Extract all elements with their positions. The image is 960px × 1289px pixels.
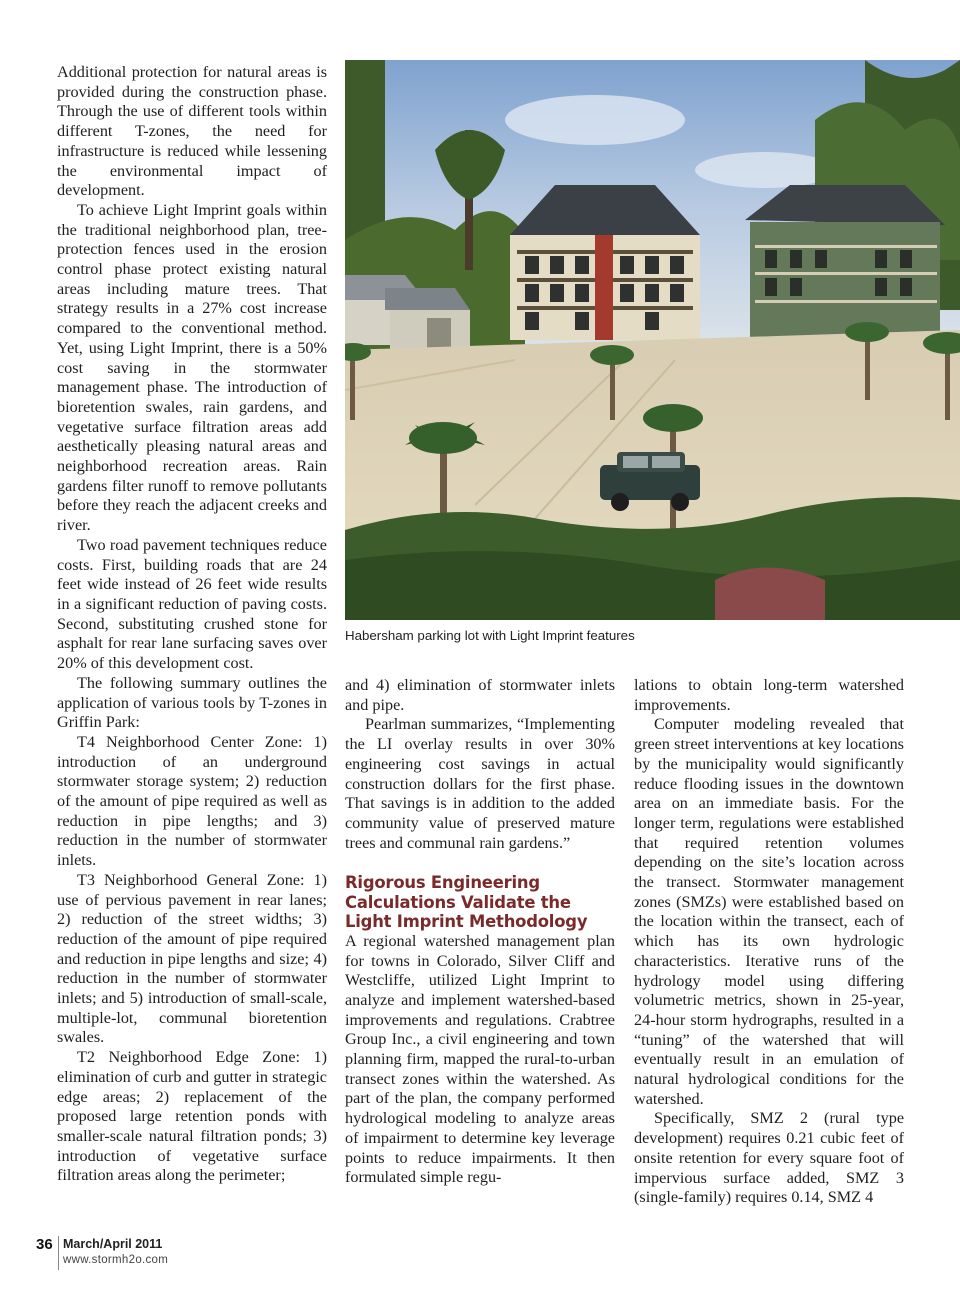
paragraph: To achieve Light Imprint goals within the traditional neighborhood plan, tree-protection fences used in the erosion control phase protect existing natural areas including mature trees. That strategy results in a 27% cost increase compared to the conventional method. Yet, using Light Imprint, there is a 50% cost saving in the stormwater management phase. The introduction of bioretention swales, rain gardens, and vegetative surface filtration areas add aesthetically pleasing natural areas and neighborhood recreation areas. Rain gardens filter runoff to remove pollutants before they reach the adjacent creeks and river. — [57, 200, 327, 535]
paragraph: and 4) elimination of stormwater inlets and pipe. — [345, 676, 615, 714]
paragraph: The following summary outlines the application of various tools by T-zones in Griffin Park: — [57, 673, 327, 732]
paragraph: Two road pavement techniques reduce costs. First, building roads that are 24 feet wide instead of 26 feet wide results in a significant reduction of paving costs. Second, substituting crushed stone for asphalt for rear lane surfacing saves over 20% of this development cost. — [57, 535, 327, 673]
paragraph: T4 Neighborhood Center Zone: 1) introduction of an underground stormwater storage system; 2) reduction of the amount of pipe required as well as reduction in pipe lengths; and 3) reduction in the number of stormwater inlets. — [57, 732, 327, 870]
paragraph: T2 Neighborhood Edge Zone: 1) elimination of curb and gutter in strategic edge areas; 2) replacement of the proposed large retention ponds with smaller-scale natural filtration ponds; 3) introduction of vegetative surface filtration areas along the perimeter; — [57, 1048, 327, 1185]
paragraph: Pearlman summarizes, “Implementing the LI overlay results in over 30% engineering cost savings in actual construction dollars for the first phase. That savings is in addition to the added community value of preserved mature trees and communal rain gardens.” — [345, 715, 615, 852]
photo-caption: Habersham parking lot with Light Imprint features — [345, 628, 635, 643]
paragraph: Additional protection for natural areas is provided during the construction phase. Through the use of different tools within different T-zones, the need for infrastructure is reduced while lessening the environmental impact of development. — [57, 63, 327, 200]
paragraph: Computer modeling revealed that green street interventions at key locations by the municipality would significantly reduce flooding issues in the downtown area on an immediate basis. For the longer term, regulations were established that required retention volumes depending on the site’s location across the transect. Stormwater management zones (SMZs) were established based on the location within the transect, each of which has its own hydrologic characteristics. Iterative runs of the hydrology model using differing volumetric metrics, shown in 25-year, 24-hour storm hydrographs, resulted in a “tuning” of the watershed that will eventually result in an emulation of natural hydrological conditions for the watershed. — [634, 715, 904, 1108]
issue-date: March/April 2011 — [63, 1237, 163, 1251]
habersham-parking-lot-photo — [345, 60, 960, 620]
left-column — [57, 63, 327, 1186]
middle-column — [345, 676, 615, 1188]
footer-divider — [58, 1236, 59, 1270]
right-column — [634, 676, 904, 1208]
paragraph: lations to obtain long-term watershed improvements. — [634, 676, 904, 714]
website-link[interactable]: www.stormh2o.com — [63, 1254, 169, 1266]
paragraph: T3 Neighborhood General Zone: 1) use of pervious pavement in rear lanes; 2) reduction of the street widths; 3) reduction of the amount of pipe required and reduction in pipe lengths and size; 4) reduction in the number of stormwater inlets; and 5) introduction of small-scale, multiple-lot, communal bioretention swales. — [57, 870, 327, 1047]
section-subhead: Rigorous Engineering Calculations Validate the Light Imprint Methodology — [345, 873, 588, 932]
page-number: 36 — [36, 1236, 53, 1253]
paragraph: Specifically, SMZ 2 (rural type development) requires 0.21 cubic feet of onsite retention for every square foot of impervious surface added, SMZ 3 (single-family) requires 0.14, SMZ 4 — [634, 1109, 904, 1207]
paragraph: A regional watershed management plan for towns in Colorado, Silver Cliff and Westcliffe, utilized Light Imprint to analyze and implement watershed-based improvements and regulations. Crabtree Group Inc., a civil engineering and town planning firm, mapped the rural-to-urban transect zones within the watershed. As part of the plan, the company performed hydrological modeling to analyze areas of impairment to determine key leverage points to reduce impairments. It then formulated simple regu- — [345, 931, 615, 1187]
